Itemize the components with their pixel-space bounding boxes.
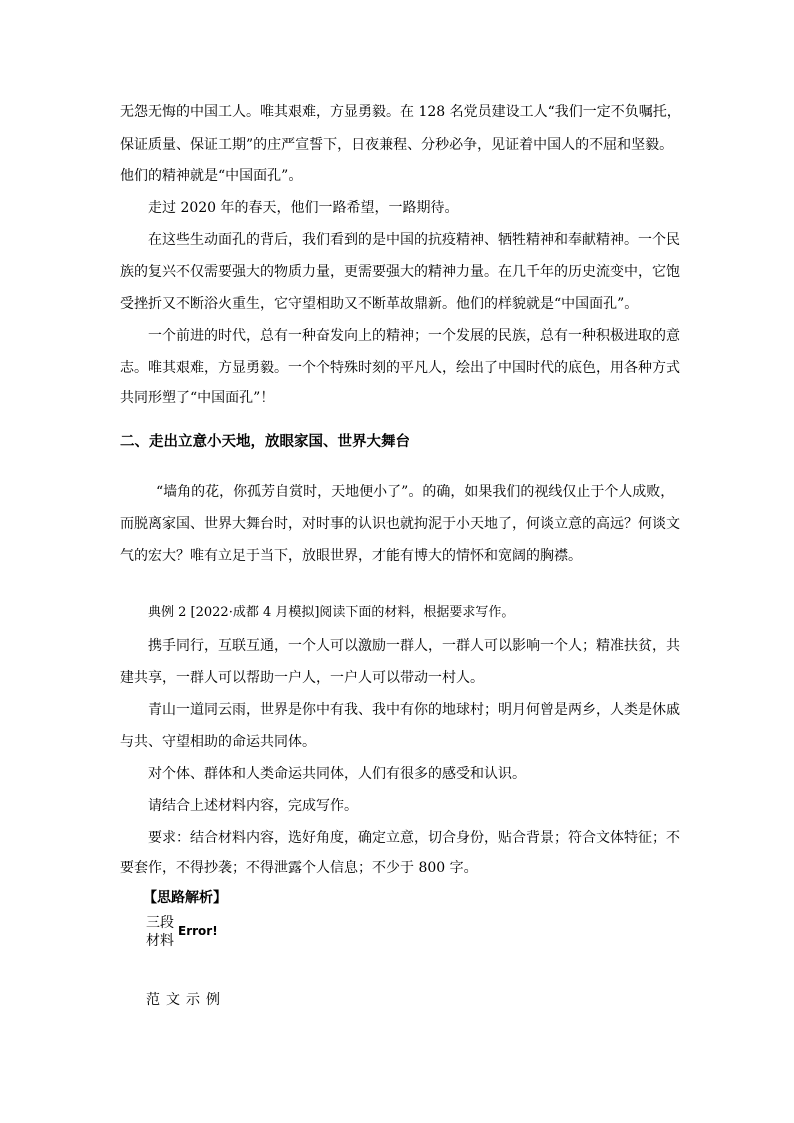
stack-label-bottom: 材料	[146, 933, 174, 949]
requirement-line: 要求：结合材料内容，选好角度，确定立意，切合身份，贴合背景；符合文体特征；不	[148, 830, 680, 846]
analysis-label: 【思路解析】	[143, 890, 227, 906]
section-heading: 二、走出立意小天地，放眼家国、世界大舞台	[120, 434, 410, 450]
instruction-line: 请结合上述材料内容，完成写作。	[148, 798, 358, 814]
paragraph-line: 族的复兴不仅需要强大的物质力量，更需要强大的精神力量。在几千年的历史流变中，它饱	[120, 264, 680, 280]
paragraph-line: 共同形塑了“中国面孔”！	[120, 390, 275, 406]
material-line: 青山一道同云雨，世界是你中有我、我中有你的地球村；明月何曾是两乡，人类是休戚	[148, 702, 680, 718]
paragraph-line: 无怨无悔的中国工人。唯其艰难，方显勇毅。在 128 名党员建设工人“我们一定不负嘱托，	[120, 104, 681, 120]
sample-heading: 范文示例	[146, 992, 226, 1008]
paragraph-line: 在这些生动面孔的背后，我们看到的是中国的抗疫精神、牺牲精神和奉献精神。一个民	[148, 232, 680, 248]
paragraph-line: 气的宏大？唯有立足于当下，放眼世界，才能有博大的情怀和宽阔的胸襟。	[120, 548, 582, 564]
paragraph-line: 走过 2020 年的春天，他们一路希望，一路期待。	[148, 200, 459, 216]
paragraph-line: 受挫折又不断浴火重生，它守望相助又不断革故鼎新。他们的样貌就是“中国面孔”。	[120, 296, 639, 312]
stack-label-top: 三段	[146, 915, 174, 931]
paragraph-line: 他们的精神就是“中国面孔”。	[120, 168, 303, 184]
requirement-line: 要套作，不得抄袭；不得泄露个人信息；不少于 800 字。	[120, 860, 478, 876]
paragraph-line: 保证质量、保证工期”的庄严宣誓下，日夜兼程、分秒必争，见证着中国人的不屈和坚毅。	[120, 137, 674, 153]
paragraph-line: 而脱离家国、世界大舞台时，对时事的认识也就拘泥于小天地了，何谈立意的高远？何谈文	[120, 516, 680, 532]
material-line: 与共、守望相助的命运共同体。	[120, 734, 316, 750]
error-text: Error!	[178, 924, 218, 938]
material-line: 建共享，一群人可以帮助一户人，一户人可以带动一村人。	[120, 670, 484, 686]
material-line: 携手同行，互联互通，一个人可以激励一群人，一群人可以影响一个人；精准扶贫，共	[148, 638, 680, 654]
material-line: 对个体、群体和人类命运共同体，人们有很多的感受和认识。	[148, 766, 526, 782]
example-title: 典例 2 [2022·成都 4 月模拟]阅读下面的材料，根据要求写作。	[148, 605, 515, 620]
paragraph-line: 志。唯其艰难，方显勇毅。一个个特殊时刻的平凡人，绘出了中国时代的底色，用各种方式	[120, 360, 680, 376]
paragraph-line: 一个前进的时代，总有一种奋发向上的精神；一个发展的民族，总有一种积极进取的意	[148, 328, 680, 344]
paragraph-line: “墙角的花，你孤芳自赏时，天地便小了”。的确，如果我们的视线仅止于个人成败，	[156, 484, 675, 500]
